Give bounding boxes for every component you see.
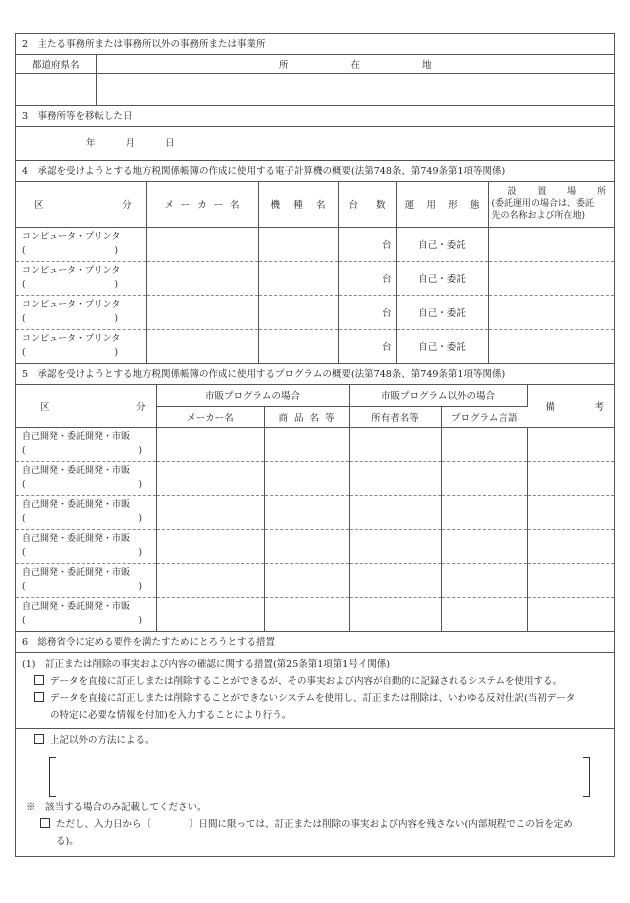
remarks-field[interactable] — [527, 563, 614, 597]
remarks-field[interactable] — [527, 597, 614, 631]
product-field[interactable] — [264, 461, 349, 495]
kubun-label: 自己開発・委託開発・市販 — [22, 500, 131, 510]
owner-field[interactable] — [349, 597, 441, 631]
remarks-field[interactable] — [527, 495, 614, 529]
kubun-label: コンピュータ・プリンタ — [22, 300, 121, 310]
section-3 — [16, 106, 614, 161]
prefecture-header: 都道府県名 — [16, 55, 96, 73]
noncommercial-header: 市販プログラム以外の場合 — [349, 385, 527, 406]
commercial-header: 市販プログラムの場合 — [156, 385, 349, 406]
product-field[interactable] — [264, 495, 349, 529]
kubun-detail-field[interactable]: ( ) — [22, 514, 142, 524]
option-other[interactable]: 上記以外の方法による。 — [22, 732, 608, 749]
owner-field[interactable] — [349, 427, 441, 461]
option-auto-record[interactable]: データを直接に訂正しまたは削除することができるが、その事実および内容が自動的に記録されるシステムを使用する。 — [22, 673, 608, 690]
section-4-title: 4 承認を受けようとする地方税関係帳簿の作成に使用する電子計算機の概要(法第748条、第749条第1項等関係) — [16, 161, 614, 182]
checkbox[interactable] — [40, 818, 50, 828]
count-header: 台 数 — [338, 182, 396, 227]
program-row — [16, 563, 614, 597]
language-field[interactable] — [441, 529, 527, 563]
kubun-detail-field[interactable]: ( ) — [22, 314, 118, 324]
kubun-detail-field[interactable]: ( ) — [22, 582, 142, 592]
owner-header: 所有者名等 — [349, 406, 441, 427]
location-field[interactable] — [488, 227, 614, 261]
remarks-header: 備 考 — [527, 385, 614, 427]
remarks-field[interactable] — [527, 427, 614, 461]
count-field[interactable]: 台 — [338, 295, 396, 329]
model-field[interactable] — [258, 295, 338, 329]
program-row — [16, 461, 614, 495]
address-field[interactable] — [96, 73, 614, 105]
other-method-field[interactable] — [49, 757, 590, 797]
computer-row — [16, 227, 614, 261]
maker-field[interactable] — [156, 597, 264, 631]
model-field[interactable] — [258, 329, 338, 363]
kubun-label: コンピュータ・プリンタ — [22, 266, 121, 276]
owner-field[interactable] — [349, 563, 441, 597]
maker-field[interactable] — [156, 563, 264, 597]
language-field[interactable] — [441, 427, 527, 461]
checkbox[interactable] — [34, 675, 44, 685]
note: ※ 該当する場合のみ記載してください。 — [26, 802, 207, 813]
section-4 — [16, 161, 614, 364]
mode-options[interactable]: 自己・委託 — [396, 227, 488, 261]
language-field[interactable] — [441, 461, 527, 495]
kubun-header: 区 分 — [16, 182, 146, 227]
kubun-label: 自己開発・委託開発・市販 — [22, 466, 131, 476]
computer-row — [16, 295, 614, 329]
kubun-label: コンピュータ・プリンタ — [22, 334, 121, 345]
kubun-detail-field[interactable]: ( ) — [22, 446, 142, 456]
location-field[interactable] — [488, 295, 614, 329]
product-field[interactable] — [264, 563, 349, 597]
maker-field[interactable] — [156, 461, 264, 495]
program-row — [16, 529, 614, 563]
maker-field[interactable] — [146, 329, 258, 363]
location-field[interactable] — [488, 329, 614, 363]
section-3-title: 3 事務所等を移転した日 — [16, 106, 614, 127]
office-address-table — [16, 55, 614, 105]
section-5-title: 5 承認を受けようとする地方税関係帳簿の作成に使用するプログラムの概要(法第748条、第749条第1項等関係) — [16, 364, 614, 385]
section-2 — [16, 34, 614, 106]
measure-1-title: (1) 訂正または削除の事実および内容の確認に関する措置(第25条第1項第1号イ関係) — [22, 659, 391, 670]
count-field[interactable]: 台 — [338, 329, 396, 363]
location-field[interactable] — [488, 261, 614, 295]
product-field[interactable] — [264, 597, 349, 631]
owner-field[interactable] — [349, 529, 441, 563]
computer-table — [16, 182, 614, 363]
count-field[interactable]: 台 — [338, 261, 396, 295]
maker-field[interactable] — [156, 529, 264, 563]
program-row — [16, 427, 614, 461]
kubun-label: 自己開発・委託開発・市販 — [22, 534, 131, 544]
maker-field[interactable] — [146, 261, 258, 295]
kubun-detail-field[interactable]: ( ) — [22, 348, 118, 359]
day-label: 日 — [165, 138, 175, 149]
location-header: 設 置 場 所 (委託運用の場合は、委託 先の名称および所在地) — [488, 182, 614, 227]
model-field[interactable] — [258, 261, 338, 295]
address-header: 所 在 地 — [96, 55, 614, 73]
section-2-title: 2 主たる事務所または事務所以外の事務所または事業所 — [16, 34, 614, 55]
section-5 — [16, 364, 614, 632]
year-label: 年 — [86, 138, 96, 149]
kubun-detail-field[interactable]: ( ) — [22, 616, 142, 627]
kubun-header: 区 分 — [16, 385, 156, 427]
remarks-field[interactable] — [527, 529, 614, 563]
maker-field[interactable] — [156, 495, 264, 529]
language-field[interactable] — [441, 495, 527, 529]
remarks-field[interactable] — [527, 461, 614, 495]
option-reverse-entry[interactable]: データを直接に訂正しまたは削除することができないシステムを使用し、訂正または削除は、いわゆる反対仕訳(当初データ — [22, 690, 608, 707]
checkbox[interactable] — [34, 692, 44, 702]
prefecture-field[interactable] — [16, 73, 96, 105]
kubun-detail-field[interactable]: ( ) — [22, 280, 118, 290]
left-bracket — [49, 757, 56, 797]
language-header: プログラム言語 — [441, 406, 527, 427]
maker-field[interactable] — [146, 227, 258, 261]
kubun-label: コンピュータ・プリンタ — [22, 232, 121, 242]
mode-header: 運 用 形 態 — [396, 182, 488, 227]
option-exception-cont: る)。 — [56, 836, 79, 847]
kubun-label: 自己開発・委託開発・市販 — [22, 432, 131, 442]
application-form — [15, 33, 615, 857]
maker-header: メ ー カ ー 名 — [146, 182, 258, 227]
section-6-title: 6 総務省令に定める要件を満たすためにとろうとする措置 — [16, 632, 614, 653]
program-table — [16, 385, 614, 631]
language-field[interactable] — [441, 563, 527, 597]
language-field[interactable] — [441, 597, 527, 631]
owner-field[interactable] — [349, 495, 441, 529]
product-field[interactable] — [264, 529, 349, 563]
count-field[interactable]: 台 — [338, 227, 396, 261]
computer-row — [16, 329, 614, 363]
section-6 — [16, 632, 614, 856]
month-label: 月 — [125, 138, 136, 149]
mode-options[interactable]: 自己・委託 — [396, 261, 488, 295]
mode-options[interactable]: 自己・委託 — [396, 329, 488, 363]
kubun-detail-field[interactable]: ( ) — [22, 548, 142, 558]
measure-other-block — [16, 729, 614, 856]
maker-field[interactable] — [156, 427, 264, 461]
measure-1-block — [16, 653, 614, 729]
checkbox[interactable] — [34, 734, 44, 744]
program-row — [16, 495, 614, 529]
owner-field[interactable] — [349, 461, 441, 495]
mode-options[interactable]: 自己・委託 — [396, 295, 488, 329]
product-header: 商 品 名 等 — [264, 406, 349, 427]
kubun-detail-field[interactable]: ( ) — [22, 480, 142, 490]
option-reverse-entry-cont: の特定に必要な情報を付加)を入力することにより行う。 — [50, 710, 292, 721]
maker-field[interactable] — [146, 295, 258, 329]
model-field[interactable] — [258, 227, 338, 261]
right-bracket — [583, 757, 590, 797]
relocation-date-field[interactable] — [16, 127, 614, 160]
computer-row — [16, 261, 614, 295]
kubun-label: 自己開発・委託開発・市販 — [22, 602, 131, 613]
kubun-detail-field[interactable]: ( ) — [22, 246, 118, 256]
kubun-label: 自己開発・委託開発・市販 — [22, 568, 131, 578]
program-row — [16, 597, 614, 631]
product-field[interactable] — [264, 427, 349, 461]
model-header: 機 種 名 — [258, 182, 338, 227]
option-exception[interactable]: ただし、入力日から〔 〕日間に限っては、訂正または削除の事実および内容を残さない(内部規程でこの旨を定め — [22, 816, 608, 833]
maker-header: メーカー名 — [156, 406, 264, 427]
